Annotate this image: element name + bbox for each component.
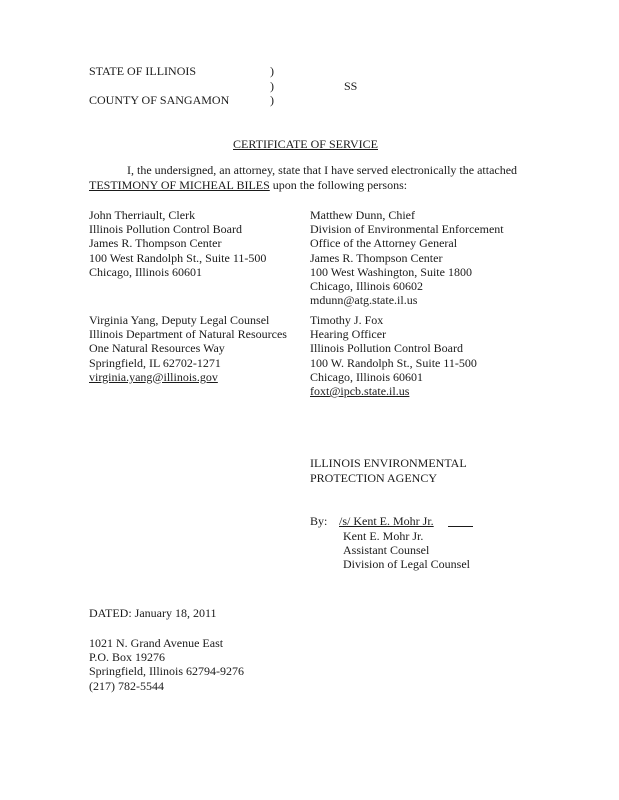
- address-line: Hearing Officer: [310, 327, 387, 342]
- address-line: Chicago, Illinois 60601: [89, 264, 202, 279]
- email-link[interactable]: virginia.yang@illinois.gov: [89, 369, 218, 384]
- recipient-dnr-block: [89, 313, 287, 384]
- address-line: James R. Thompson Center: [89, 236, 222, 251]
- address-line: One Natural Resources Way: [89, 341, 225, 356]
- address-line: 100 West Randolph St., Suite 11-500: [89, 250, 267, 265]
- recipient-clerk-block: [89, 208, 266, 279]
- address-line: Timothy J. Fox: [310, 313, 384, 327]
- signer-division: Division of Legal Counsel: [343, 557, 470, 571]
- address-line: Chicago, Illinois 60602: [310, 278, 423, 293]
- address-line: Office of the Attorney General: [310, 236, 458, 251]
- signature-signed: /s/ Kent E. Mohr Jr.: [339, 514, 434, 528]
- caption-ss: SS: [344, 79, 358, 93]
- signer-name: Kent E. Mohr Jr.: [343, 529, 424, 543]
- caption-county: COUNTY OF SANGAMON: [89, 93, 230, 107]
- caption-paren-3: ): [270, 93, 274, 107]
- address-line: 1021 N. Grand Avenue East: [89, 636, 224, 650]
- caption-paren-1: ): [270, 64, 274, 78]
- address-line: James R. Thompson Center: [310, 250, 443, 265]
- intro-line-2-rest: upon the following persons:: [269, 178, 408, 192]
- signature-by: By:: [310, 514, 328, 528]
- recipient-hearing-officer-block: [310, 313, 477, 398]
- email-line: mdunn@atg.state.il.us: [310, 293, 418, 308]
- address-line: 100 W. Randolph St., Suite 11-500: [310, 355, 477, 370]
- signature-line: [448, 526, 473, 527]
- caption-paren-2: ): [270, 79, 274, 93]
- agency-address-block: [89, 636, 244, 693]
- address-line: Illinois Pollution Control Board: [310, 341, 464, 356]
- testimony-title: TESTIMONY OF MICHEAL BILES: [89, 178, 270, 192]
- address-line: Division of Environmental Enforcement: [310, 222, 504, 237]
- dated-line: DATED: January 18, 2011: [89, 606, 217, 620]
- address-line: Springfield, Illinois 62794-9276: [89, 664, 244, 679]
- address-line: John Therriault, Clerk: [89, 208, 196, 222]
- address-line: Illinois Pollution Control Board: [89, 222, 243, 237]
- document-title: CERTIFICATE OF SERVICE: [233, 137, 378, 151]
- address-line: Springfield, IL 62702-1271: [89, 355, 221, 370]
- intro-line-1: I, the undersigned, an attorney, state that I have served electronically the attached: [127, 163, 518, 177]
- agency-line-2: PROTECTION AGENCY: [310, 471, 438, 485]
- agency-line-1: ILLINOIS ENVIRONMENTAL: [310, 456, 467, 470]
- address-line: Illinois Department of Natural Resources: [89, 327, 287, 342]
- phone-line: (217) 782-5544: [89, 678, 164, 693]
- intro-line-2: [89, 178, 407, 192]
- address-line: Virginia Yang, Deputy Legal Counsel: [89, 313, 270, 327]
- email-link[interactable]: foxt@ipcb.state.il.us: [310, 383, 410, 398]
- recipient-attorney-general-block: [310, 208, 504, 307]
- signer-title: Assistant Counsel: [343, 543, 430, 557]
- address-line: P.O. Box 19276: [89, 650, 166, 665]
- address-line: Matthew Dunn, Chief: [310, 208, 415, 222]
- address-line: Chicago, Illinois 60601: [310, 369, 423, 384]
- address-line: 100 West Washington, Suite 1800: [310, 264, 472, 279]
- caption-state: STATE OF ILLINOIS: [89, 64, 197, 78]
